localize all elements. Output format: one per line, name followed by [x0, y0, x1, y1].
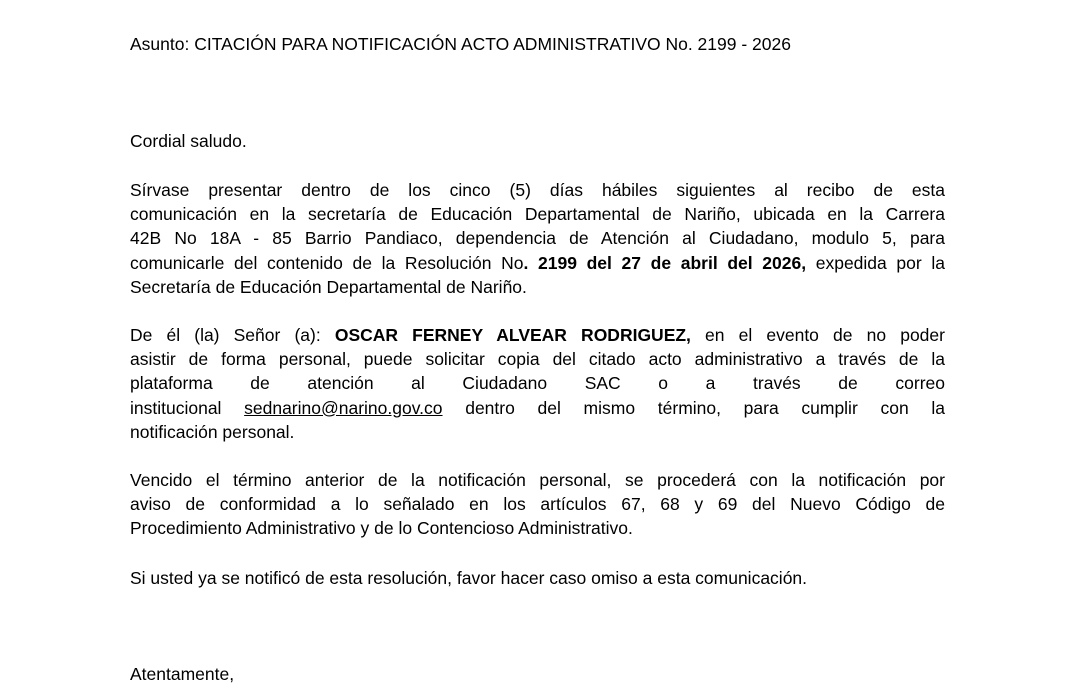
email-suffix: dentro del mismo término, para cumplir con la — [442, 397, 945, 418]
paragraph-line: Vencido el término anterior de la notificación personal, se procederá con la notificación por — [130, 470, 945, 490]
paragraph-omit-notice: Si usted ya se notificó de esta resolución, favor hacer caso omiso a esta comunicación. — [130, 568, 808, 588]
closing: Atentamente, — [130, 664, 235, 684]
subject-line: Asunto: CITACIÓN PARA NOTIFICACIÓN ACTO ADMINISTRATIVO No. 2199 - 2026 — [130, 34, 791, 54]
paragraph-line: Sírvase presentar dentro de los cinco (5) días hábiles siguientes al recibo de esta — [130, 180, 945, 200]
email-prefix: institucional — [130, 397, 245, 418]
recipient-prefix: De él (la) Señor (a): — [130, 325, 335, 345]
paragraph-line — [130, 251, 945, 275]
resolution-number: . 2199 del 27 de abril del 2026, — [523, 252, 807, 273]
paragraph-line: plataforma de atención al Ciudadano SAC o a través de correo — [130, 373, 945, 394]
paragraph-line: comunicación en la secretaría de Educación Departamental de Nariño, ubicada en la Carrera — [130, 204, 945, 225]
email-link[interactable]: sednarino@narino.gov.co — [244, 397, 443, 418]
paragraph-recipient — [130, 323, 945, 444]
paragraph-line: Secretaría de Educación Departamental de Nariño. — [130, 276, 527, 297]
paragraph-line: Procedimiento Administrativo y de lo Contencioso Administrativo. — [130, 518, 633, 539]
recipient-suffix: en el evento de no poder — [690, 325, 945, 345]
resolution-suffix: expedida por la — [806, 252, 945, 273]
greeting: Cordial saludo. — [130, 131, 247, 151]
paragraph-expiry — [130, 468, 945, 541]
paragraph-presentation — [130, 178, 945, 299]
paragraph-line — [130, 396, 945, 420]
resolution-prefix: comunicarle del contenido de la Resolución No — [130, 252, 524, 273]
paragraph-line — [130, 323, 945, 347]
paragraph-line: 42B No 18A - 85 Barrio Pandiaco, dependencia de Atención al Ciudadano, modulo 5, para — [130, 228, 945, 249]
paragraph-line: asistir de forma personal, puede solicitar copia del citado acto administrativo a través de la — [130, 349, 945, 370]
recipient-name: OSCAR FERNEY ALVEAR RODRIGUEZ, — [334, 325, 691, 345]
paragraph-line: aviso de conformidad a lo señalado en los artículos 67, 68 y 69 del Nuevo Código de — [130, 494, 945, 515]
paragraph-line: notificación personal. — [130, 421, 295, 442]
